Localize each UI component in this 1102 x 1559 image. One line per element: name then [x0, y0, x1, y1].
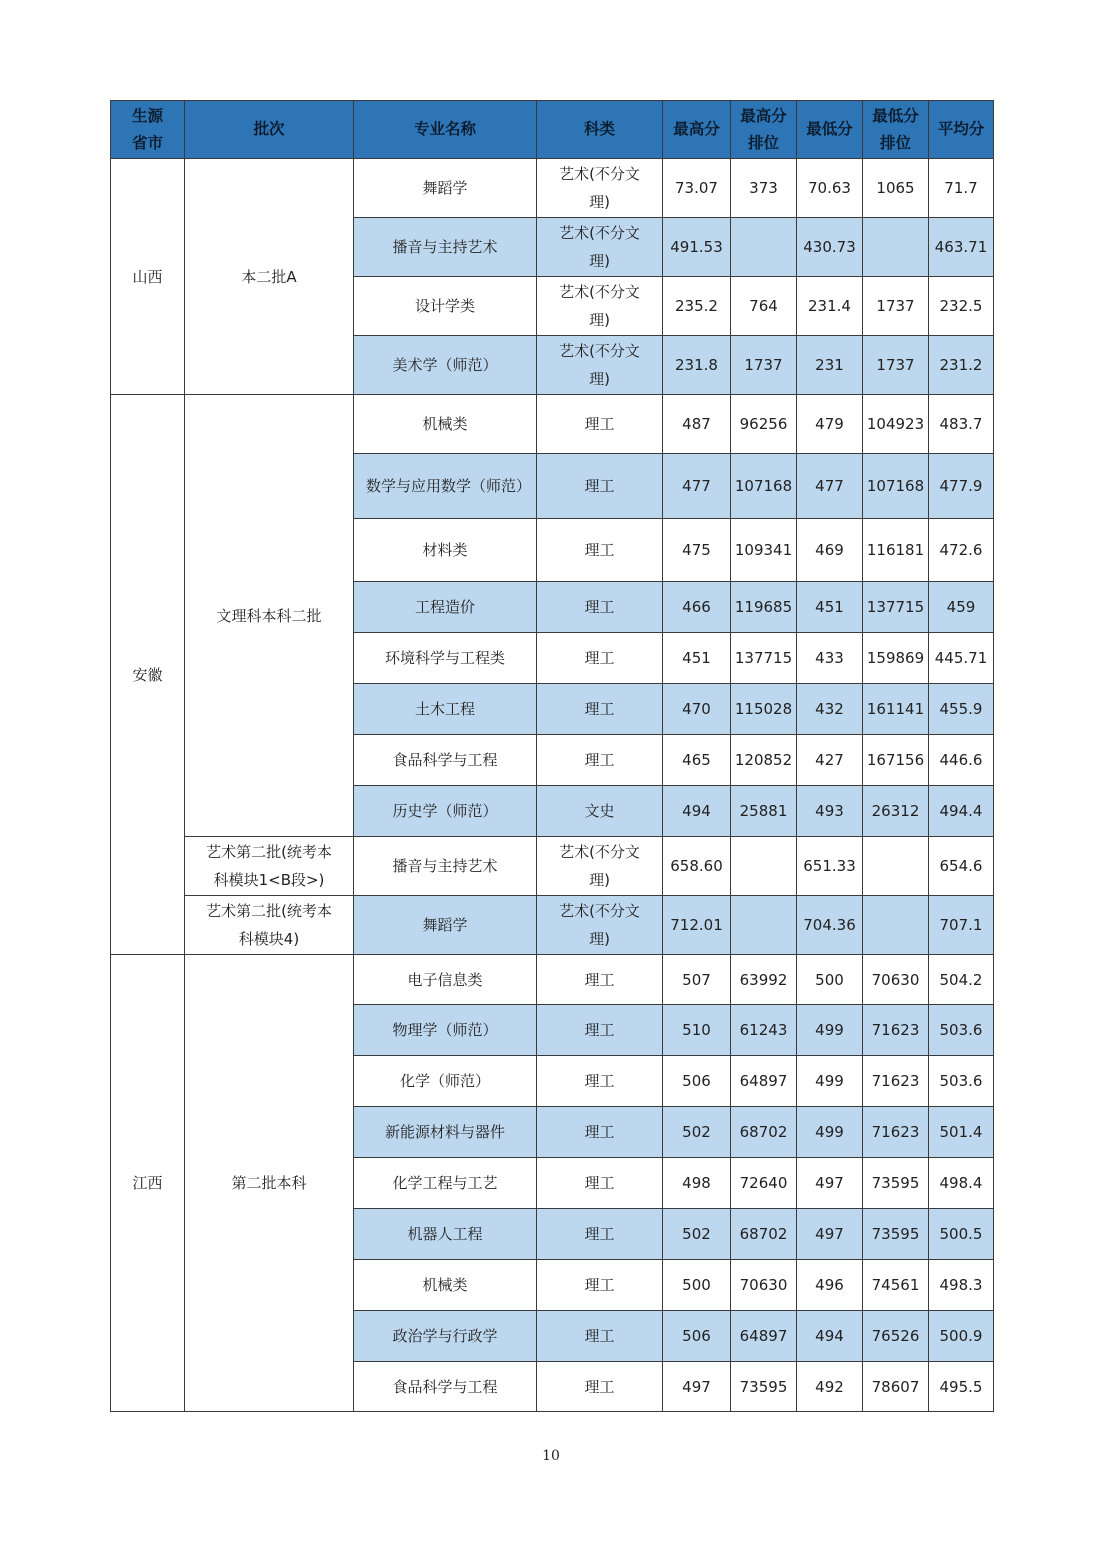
- max-cell: 712.01: [663, 896, 731, 955]
- min-cell: 499: [797, 1056, 863, 1107]
- min-rank-cell: 1737: [863, 277, 929, 336]
- avg-cell: 446.6: [929, 735, 994, 786]
- category-cell: 艺术(不分文理): [537, 336, 663, 395]
- min-cell: 432: [797, 684, 863, 735]
- max-cell: 475: [663, 519, 731, 582]
- avg-cell: 504.2: [929, 955, 994, 1005]
- avg-cell: 500.5: [929, 1209, 994, 1260]
- max-rank-cell: [731, 218, 797, 277]
- province-cell: 安徽: [111, 395, 185, 955]
- category-cell: 理工: [537, 1158, 663, 1209]
- avg-cell: 494.4: [929, 786, 994, 837]
- max-cell: 500: [663, 1260, 731, 1311]
- table-body: [111, 159, 994, 1412]
- max-cell: 502: [663, 1209, 731, 1260]
- max-rank-cell: 70630: [731, 1260, 797, 1311]
- page-number: 10: [542, 1448, 560, 1464]
- major-cell: 数学与应用数学（师范）: [354, 454, 537, 519]
- avg-cell: 477.9: [929, 454, 994, 519]
- avg-cell: 463.71: [929, 218, 994, 277]
- min-rank-cell: 104923: [863, 395, 929, 454]
- min-rank-cell: 71623: [863, 1056, 929, 1107]
- header-batch: 批次: [185, 101, 354, 159]
- max-rank-cell: 61243: [731, 1005, 797, 1056]
- max-rank-cell: 764: [731, 277, 797, 336]
- max-cell: 510: [663, 1005, 731, 1056]
- min-rank-cell: 116181: [863, 519, 929, 582]
- table-row: [111, 159, 994, 218]
- category-cell: 理工: [537, 395, 663, 454]
- avg-cell: 500.9: [929, 1311, 994, 1362]
- avg-cell: 503.6: [929, 1005, 994, 1056]
- min-cell: 70.63: [797, 159, 863, 218]
- major-cell: 播音与主持艺术: [354, 837, 537, 896]
- major-cell: 设计学类: [354, 277, 537, 336]
- max-cell: 497: [663, 1362, 731, 1412]
- min-cell: 499: [797, 1005, 863, 1056]
- major-cell: 环境科学与工程类: [354, 633, 537, 684]
- category-cell: 理工: [537, 1056, 663, 1107]
- max-rank-cell: 64897: [731, 1311, 797, 1362]
- min-rank-cell: 76526: [863, 1311, 929, 1362]
- min-cell: 451: [797, 582, 863, 633]
- min-cell: 469: [797, 519, 863, 582]
- max-rank-cell: 119685: [731, 582, 797, 633]
- avg-cell: 707.1: [929, 896, 994, 955]
- max-rank-cell: 1737: [731, 336, 797, 395]
- category-cell: 理工: [537, 519, 663, 582]
- max-cell: 451: [663, 633, 731, 684]
- table-row: [111, 837, 994, 896]
- major-cell: 物理学（师范）: [354, 1005, 537, 1056]
- max-cell: 507: [663, 955, 731, 1005]
- max-cell: 466: [663, 582, 731, 633]
- avg-cell: 495.5: [929, 1362, 994, 1412]
- max-rank-cell: 25881: [731, 786, 797, 837]
- category-cell: 理工: [537, 1311, 663, 1362]
- avg-cell: 498.3: [929, 1260, 994, 1311]
- major-cell: 历史学（师范）: [354, 786, 537, 837]
- avg-cell: 445.71: [929, 633, 994, 684]
- max-rank-cell: 68702: [731, 1107, 797, 1158]
- avg-cell: 483.7: [929, 395, 994, 454]
- max-rank-cell: 120852: [731, 735, 797, 786]
- max-cell: 491.53: [663, 218, 731, 277]
- max-rank-cell: 137715: [731, 633, 797, 684]
- min-rank-cell: [863, 837, 929, 896]
- min-cell: 499: [797, 1107, 863, 1158]
- avg-cell: 71.7: [929, 159, 994, 218]
- min-rank-cell: 78607: [863, 1362, 929, 1412]
- avg-cell: 472.6: [929, 519, 994, 582]
- min-rank-cell: 167156: [863, 735, 929, 786]
- major-cell: 化学工程与工艺: [354, 1158, 537, 1209]
- max-cell: 506: [663, 1056, 731, 1107]
- min-cell: 430.73: [797, 218, 863, 277]
- province-cell: 江西: [111, 955, 185, 1412]
- category-cell: 理工: [537, 1005, 663, 1056]
- min-cell: 494: [797, 1311, 863, 1362]
- category-cell: 理工: [537, 1362, 663, 1412]
- min-rank-cell: [863, 218, 929, 277]
- batch-cell: 艺术第二批(统考本科模块1<B段>): [185, 837, 354, 896]
- max-cell: 498: [663, 1158, 731, 1209]
- major-cell: 化学（师范）: [354, 1056, 537, 1107]
- min-rank-cell: 137715: [863, 582, 929, 633]
- header-max-score: 最高分: [663, 101, 731, 159]
- major-cell: 美术学（师范）: [354, 336, 537, 395]
- max-rank-cell: 96256: [731, 395, 797, 454]
- min-rank-cell: 71623: [863, 1005, 929, 1056]
- min-cell: 651.33: [797, 837, 863, 896]
- min-rank-cell: 1737: [863, 336, 929, 395]
- major-cell: 舞蹈学: [354, 896, 537, 955]
- major-cell: 食品科学与工程: [354, 735, 537, 786]
- category-cell: 艺术(不分文理): [537, 218, 663, 277]
- category-cell: 理工: [537, 684, 663, 735]
- header-avg-score: 平均分: [929, 101, 994, 159]
- max-rank-cell: 68702: [731, 1209, 797, 1260]
- max-cell: 470: [663, 684, 731, 735]
- max-rank-cell: 115028: [731, 684, 797, 735]
- max-cell: 477: [663, 454, 731, 519]
- max-cell: 502: [663, 1107, 731, 1158]
- max-rank-cell: 107168: [731, 454, 797, 519]
- category-cell: 理工: [537, 955, 663, 1005]
- min-cell: 492: [797, 1362, 863, 1412]
- avg-cell: 498.4: [929, 1158, 994, 1209]
- min-cell: 231: [797, 336, 863, 395]
- category-cell: 文史: [537, 786, 663, 837]
- avg-cell: 501.4: [929, 1107, 994, 1158]
- min-cell: 477: [797, 454, 863, 519]
- major-cell: 播音与主持艺术: [354, 218, 537, 277]
- major-cell: 材料类: [354, 519, 537, 582]
- category-cell: 理工: [537, 735, 663, 786]
- min-cell: 433: [797, 633, 863, 684]
- header-major: 专业名称: [354, 101, 537, 159]
- min-cell: 496: [797, 1260, 863, 1311]
- category-cell: 理工: [537, 582, 663, 633]
- major-cell: 政治学与行政学: [354, 1311, 537, 1362]
- min-cell: 493: [797, 786, 863, 837]
- max-cell: 73.07: [663, 159, 731, 218]
- category-cell: 理工: [537, 633, 663, 684]
- category-cell: 艺术(不分文理): [537, 159, 663, 218]
- province-cell: 山西: [111, 159, 185, 395]
- max-cell: 231.8: [663, 336, 731, 395]
- max-rank-cell: 64897: [731, 1056, 797, 1107]
- major-cell: 工程造价: [354, 582, 537, 633]
- min-cell: 704.36: [797, 896, 863, 955]
- max-rank-cell: 109341: [731, 519, 797, 582]
- min-rank-cell: 74561: [863, 1260, 929, 1311]
- table-row: [111, 896, 994, 955]
- major-cell: 机械类: [354, 395, 537, 454]
- min-rank-cell: 107168: [863, 454, 929, 519]
- table-header-row: [111, 101, 994, 159]
- major-cell: 电子信息类: [354, 955, 537, 1005]
- min-cell: 479: [797, 395, 863, 454]
- min-cell: 497: [797, 1158, 863, 1209]
- header-min-score: 最低分: [797, 101, 863, 159]
- min-cell: 500: [797, 955, 863, 1005]
- batch-cell: 本二批A: [185, 159, 354, 395]
- major-cell: 机械类: [354, 1260, 537, 1311]
- min-cell: 427: [797, 735, 863, 786]
- min-rank-cell: 70630: [863, 955, 929, 1005]
- category-cell: 艺术(不分文理): [537, 277, 663, 336]
- max-rank-cell: [731, 896, 797, 955]
- avg-cell: 232.5: [929, 277, 994, 336]
- max-cell: 658.60: [663, 837, 731, 896]
- admission-scores-table: [110, 100, 994, 1412]
- header-min-rank: 最低分排位: [863, 101, 929, 159]
- max-rank-cell: [731, 837, 797, 896]
- min-rank-cell: 26312: [863, 786, 929, 837]
- max-rank-cell: 63992: [731, 955, 797, 1005]
- table-row: [111, 395, 994, 454]
- max-rank-cell: 72640: [731, 1158, 797, 1209]
- min-rank-cell: 159869: [863, 633, 929, 684]
- avg-cell: 455.9: [929, 684, 994, 735]
- min-cell: 231.4: [797, 277, 863, 336]
- major-cell: 新能源材料与器件: [354, 1107, 537, 1158]
- min-rank-cell: 1065: [863, 159, 929, 218]
- category-cell: 艺术(不分文理): [537, 896, 663, 955]
- avg-cell: 503.6: [929, 1056, 994, 1107]
- max-cell: 494: [663, 786, 731, 837]
- header-province: 生源省市: [111, 101, 185, 159]
- major-cell: 机器人工程: [354, 1209, 537, 1260]
- max-cell: 506: [663, 1311, 731, 1362]
- min-rank-cell: 71623: [863, 1107, 929, 1158]
- header-category: 科类: [537, 101, 663, 159]
- max-rank-cell: 73595: [731, 1362, 797, 1412]
- batch-cell: 文理科本科二批: [185, 395, 354, 837]
- min-rank-cell: [863, 896, 929, 955]
- major-cell: 食品科学与工程: [354, 1362, 537, 1412]
- min-rank-cell: 73595: [863, 1158, 929, 1209]
- major-cell: 舞蹈学: [354, 159, 537, 218]
- category-cell: 理工: [537, 1107, 663, 1158]
- avg-cell: 654.6: [929, 837, 994, 896]
- table-row: [111, 955, 994, 1005]
- max-rank-cell: 373: [731, 159, 797, 218]
- avg-cell: 231.2: [929, 336, 994, 395]
- batch-cell: 第二批本科: [185, 955, 354, 1412]
- max-cell: 487: [663, 395, 731, 454]
- min-rank-cell: 161141: [863, 684, 929, 735]
- min-cell: 497: [797, 1209, 863, 1260]
- category-cell: 理工: [537, 1260, 663, 1311]
- max-cell: 235.2: [663, 277, 731, 336]
- batch-cell: 艺术第二批(统考本科模块4): [185, 896, 354, 955]
- avg-cell: 459: [929, 582, 994, 633]
- category-cell: 理工: [537, 1209, 663, 1260]
- major-cell: 土木工程: [354, 684, 537, 735]
- category-cell: 艺术(不分文理): [537, 837, 663, 896]
- max-cell: 465: [663, 735, 731, 786]
- header-max-rank: 最高分排位: [731, 101, 797, 159]
- category-cell: 理工: [537, 454, 663, 519]
- min-rank-cell: 73595: [863, 1209, 929, 1260]
